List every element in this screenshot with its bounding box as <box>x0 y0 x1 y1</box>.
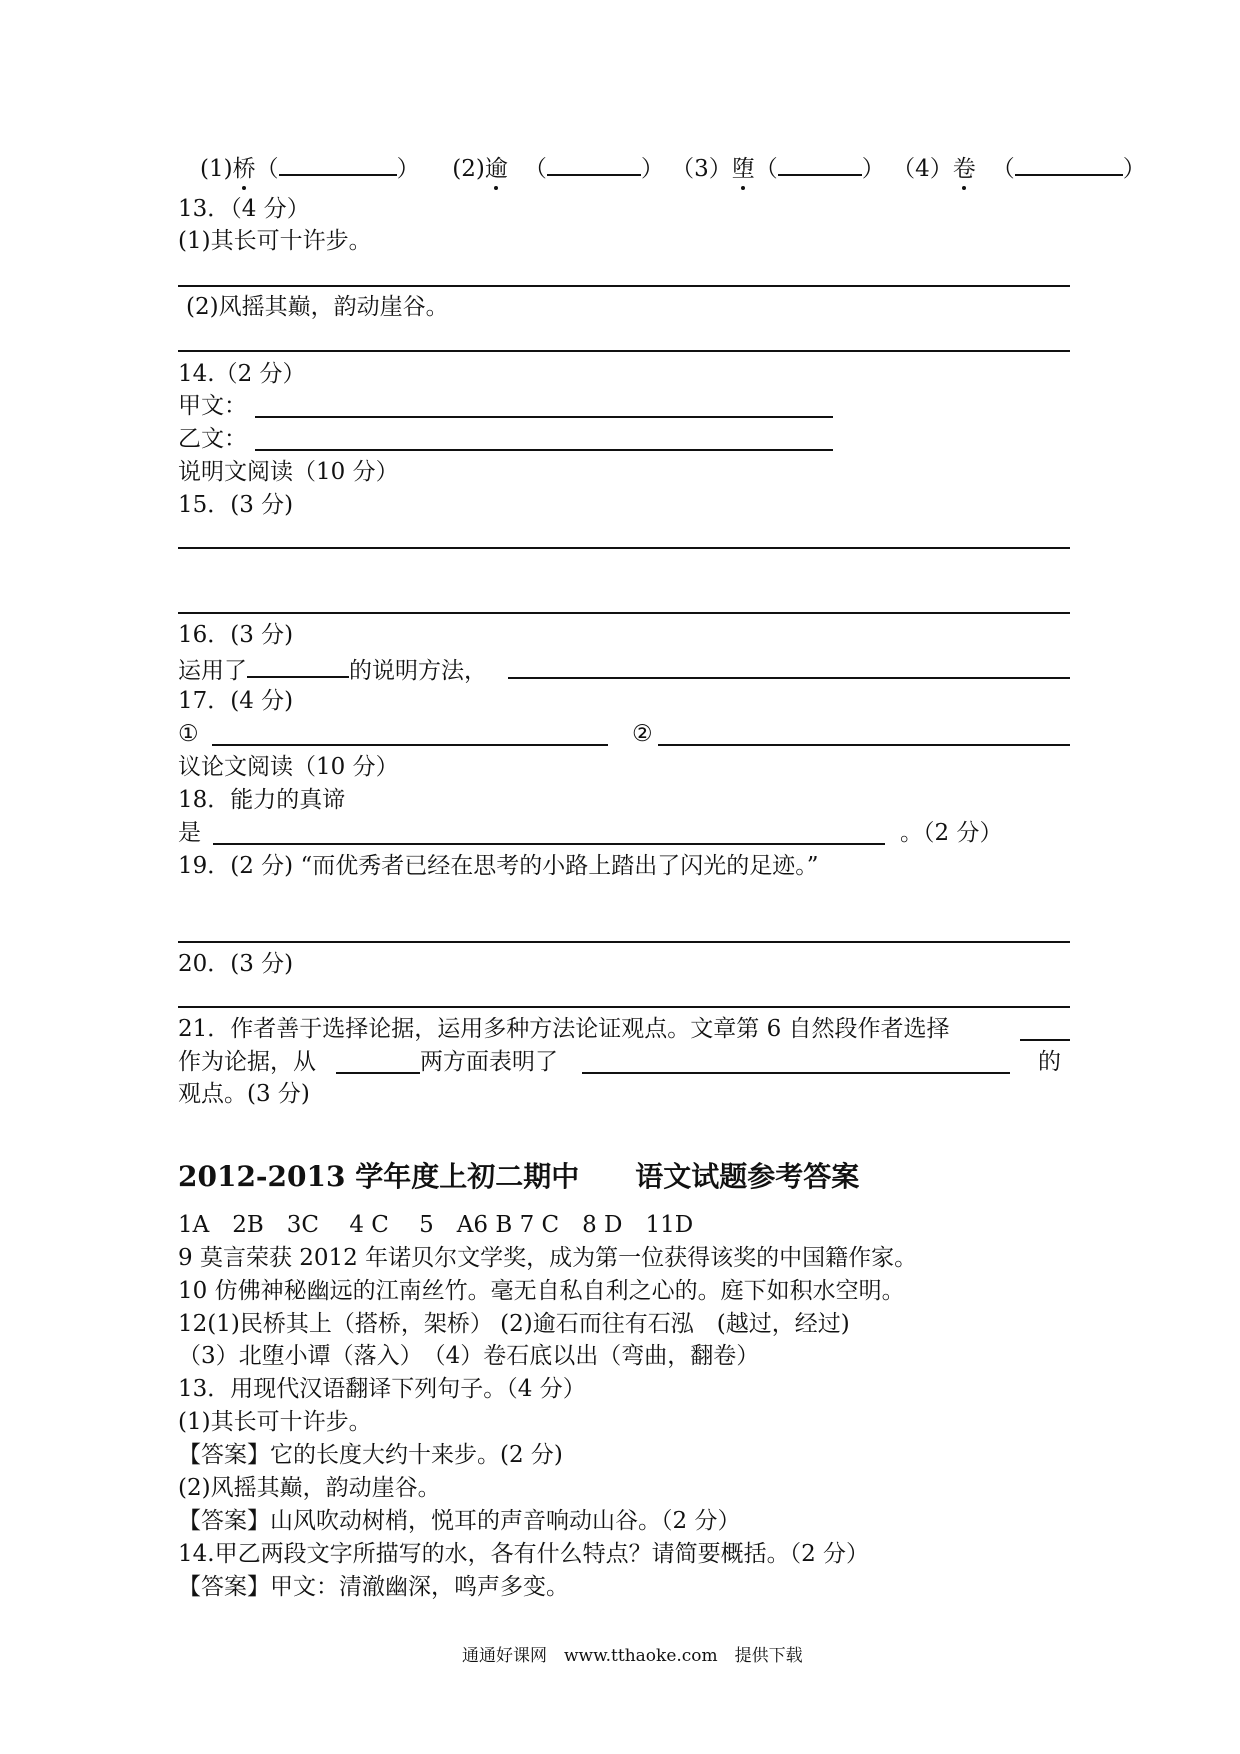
answer-13: 13．用现代汉语翻译下列句子。（4 分） <box>178 1376 586 1402</box>
q21-line-3: 观点。(3 分) <box>178 1081 310 1107</box>
answer-10: 10 仿佛神秘幽远的江南丝竹。毫无自私自利之心的。庭下如积水空明。 <box>178 1278 905 1304</box>
q17-answer-line-1[interactable] <box>212 744 608 746</box>
q18-end: 。（2 分） <box>900 820 1003 846</box>
q13-answer-line-1[interactable] <box>178 285 1070 287</box>
q12-char-3: 堕 <box>731 156 755 182</box>
q20-heading: 20．(3 分) <box>178 951 294 977</box>
q21-line-2c: 的 <box>1038 1049 1061 1075</box>
q12-blank-4[interactable] <box>1015 152 1123 176</box>
q12-blank-1[interactable] <box>279 152 397 176</box>
q13-sentence-1: (1)其长可十许步。 <box>178 228 372 254</box>
answer-14: 14.甲乙两段文字所描写的水，各有什么特点？请简要概括。（2 分） <box>178 1541 870 1567</box>
q13-sentence-2: (2)风摇其巅，韵动崖谷。 <box>186 294 449 320</box>
answer-9: 9 莫言荣获 2012 年诺贝尔文学奖，成为第一位获得该奖的中国籍作家。 <box>178 1245 918 1271</box>
q14-a-label: 甲文： <box>178 393 247 419</box>
answer-13-2-answer: 【答案】山风吹动树梢，悦耳的声音响动山谷。（2 分） <box>178 1508 741 1534</box>
q19-heading: 19．(2 分) “而优秀者已经在思考的小路上踏出了闪光的足迹。” <box>178 853 819 879</box>
q17-circle-1: ① <box>178 721 199 747</box>
answer-12b: （3）北堕小谭（落入） （4）卷石底以出（弯曲，翻卷） <box>178 1343 760 1369</box>
q19-answer-line[interactable] <box>178 941 1070 943</box>
q21-blank-evidence[interactable] <box>1020 1039 1070 1041</box>
q14-heading: 14.（2 分） <box>178 361 306 387</box>
q16-heading: 16．(3 分) <box>178 622 294 648</box>
answer-key-title: 2012-2013 学年度上初二期中 语文试题参考答案 <box>178 1160 860 1193</box>
q15-answer-line-2[interactable] <box>178 612 1070 614</box>
q12-char-4: 卷 <box>952 156 976 182</box>
q17-circle-2: ② <box>632 721 653 747</box>
q15-heading: 15．(3 分) <box>178 492 294 518</box>
q14-b-label: 乙文： <box>178 426 247 452</box>
q14-b-answer-line[interactable] <box>255 449 833 451</box>
q20-answer-line[interactable] <box>178 1006 1070 1008</box>
q14-a-answer-line[interactable] <box>255 416 833 418</box>
answer-13-1: (1)其长可十许步。 <box>178 1409 372 1435</box>
q18-answer-line[interactable] <box>213 843 885 845</box>
page-footer: 通通好课网 www.tthaoke.com 提供下载 <box>462 1646 803 1666</box>
q12-char-2: 逾 <box>484 156 508 182</box>
q18-heading: 18．能力的真谛 <box>178 787 346 813</box>
q17-heading: 17．(4 分) <box>178 688 294 714</box>
answer-14-answer: 【答案】甲文：清澈幽深，鸣声多变。 <box>178 1574 569 1600</box>
q13-heading: 13．（4 分） <box>178 196 310 222</box>
q12-blank-line: (1)桥（ ） (2)逾 （ ） （3）堕（ ） （4）卷 （ ） <box>200 152 1146 183</box>
q18-pre: 是 <box>178 820 201 846</box>
answer-13-2: (2)风摇其巅，韵动崖谷。 <box>178 1475 441 1501</box>
section-expository-heading: 说明文阅读（10 分） <box>178 459 399 485</box>
q12-char-1: 桥 <box>232 156 256 182</box>
q21-line-2b: 两方面表明了 <box>420 1049 558 1075</box>
q16-line: 运用了 的说明方法， <box>178 654 487 685</box>
q21-line-1: 21．作者善于选择论据，运用多种方法论证观点。文章第 6 自然段作者选择 <box>178 1016 950 1042</box>
q12-blank-2[interactable] <box>547 152 641 176</box>
q13-answer-line-2[interactable] <box>178 350 1070 352</box>
q15-answer-line-1[interactable] <box>178 547 1070 549</box>
q17-answer-line-2[interactable] <box>658 744 1070 746</box>
q12-blank-3[interactable] <box>778 152 862 176</box>
q21-blank-view[interactable] <box>582 1072 1010 1074</box>
section-argument-heading: 议论文阅读（10 分） <box>178 754 399 780</box>
q16-blank-method[interactable] <box>247 654 349 678</box>
answer-mc: 1A 2B 3C 4 C 5 A6 B 7 C 8 D 11D <box>178 1212 694 1238</box>
q21-blank-aspects[interactable] <box>336 1072 420 1074</box>
answer-13-1-answer: 【答案】它的长度大约十来步。(2 分) <box>178 1442 563 1468</box>
q16-answer-line[interactable] <box>508 677 1070 679</box>
answer-12a: 12(1)民桥其上（搭桥，架桥） (2)逾石而往有石泓 (越过，经过) <box>178 1311 850 1337</box>
q21-line-2a: 作为论据，从 <box>178 1049 316 1075</box>
